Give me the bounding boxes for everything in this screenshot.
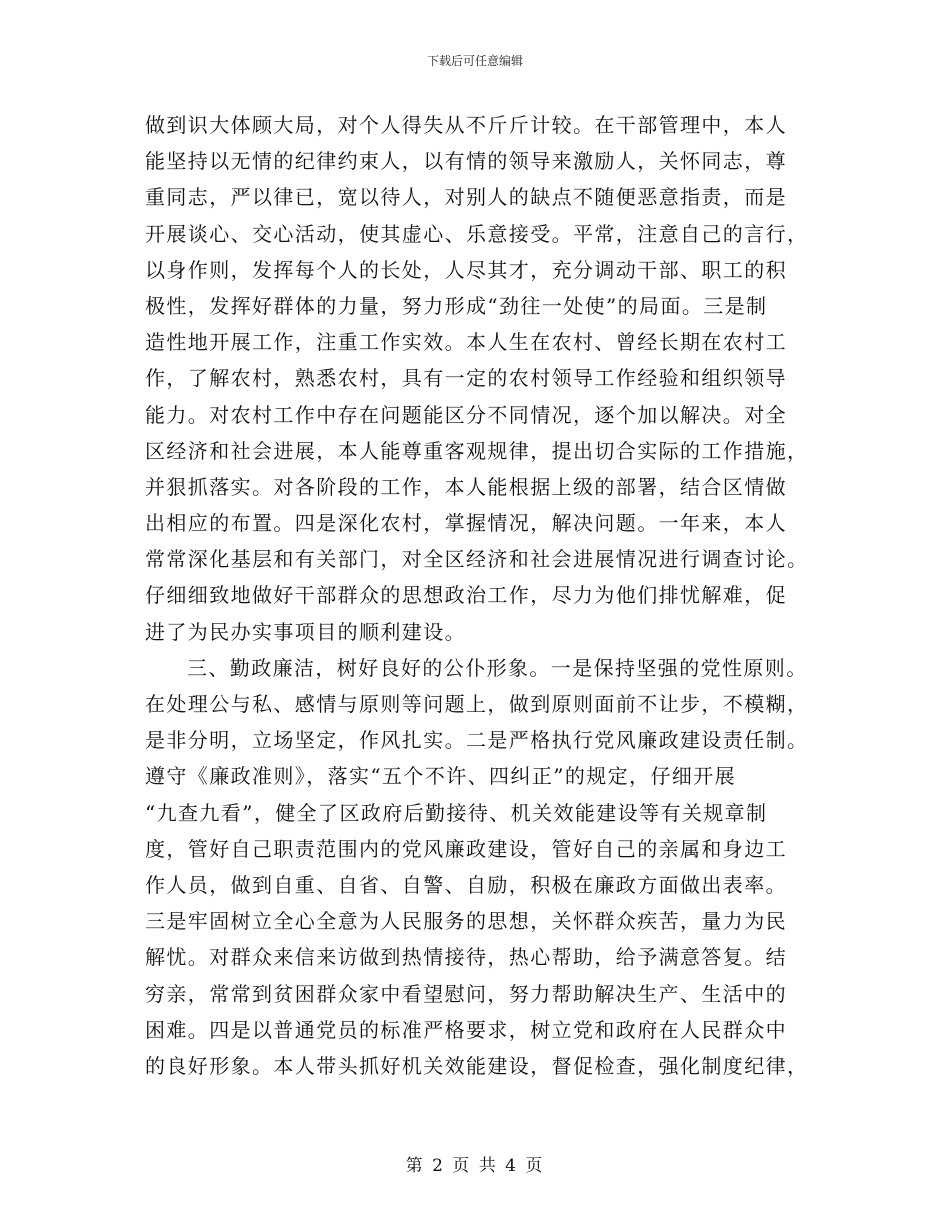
text-line: 困难。四是以普通党员的标准严格要求，树立党和政府在人民群众中 [145,1017,787,1042]
text-line: 重同志，严以律已，宽以待人，对别人的缺点不随便恶意指责，而是 [145,185,787,210]
text-line: 解忧。对群众来信来访做到热情接待，热心帮助，给予满意答复。结 [145,945,787,970]
text-line: 并狠抓落实。对各阶段的工作，本人能根据上级的部署，结合区情做 [145,474,787,499]
text-line: 开展谈心、交心活动，使其虚心、乐意接受。平常，注意自己的言行， [145,221,809,246]
text-line: 极性，发挥好群体的力量，努力形成“劲往一处使”的局面。三是制 [145,293,768,318]
text-line: 造性地开展工作，注重工作实效。本人生在农村、曾经长期在农村工 [145,330,787,355]
text-line: 区经济和社会进展，本人能尊重客观规律，提出切合实际的工作措施， [145,438,809,463]
text-line: 的良好形象。本人带头抓好机关效能建设，督促检查，强化制度纪律， [145,1053,809,1078]
text-line: 仔细细致地做好干部群众的思想政治工作，尽力为他们排忧解难，促 [145,583,787,608]
text-line: 是非分明，立场坚定，作风扎实。二是严格执行党风廉政建设责任制。 [145,728,809,753]
text-line: 做到识大体顾大局，对个人得失从不斤斤计较。在干部管理中，本人 [145,113,787,137]
text-line: 遵守《廉政准则》，落实“五个不许、四纠正”的规定，仔细开展 [145,764,737,789]
text-line: 能坚持以无情的纪律约束人，以有情的领导来激励人，关怀同志，尊 [145,149,787,174]
text-line: 能力。对农村工作中存在问题能区分不同情况，逐个加以解决。对全 [145,402,787,427]
text-line: 三是牢固树立全心全意为人民服务的思想，关怀群众疾苦，量力为民 [145,909,787,934]
page-number: 第 2 页 共 4 页 [405,1156,545,1176]
text-line: 出相应的布置。四是深化农村，掌握情况，解决问题。一年来，本人 [145,511,787,536]
text-line: 进了为民办实事项目的顺利建设。 [145,619,466,644]
text-line: 以身作则，发挥每个人的长处，人尽其才，充分调动干部、职工的积 [145,257,787,282]
text-line: 度，管好自己职责范围内的党风廉政建设，管好自己的亲属和身边工 [145,836,787,861]
text-line: “九查九看”，健全了区政府后勤接待、机关效能建设等有关规章制 [145,800,768,825]
text-line: 穷亲，常常到贫困群众家中看望慰问，努力帮助解决生产、生活中的 [145,981,787,1006]
text-line: 常常深化基层和有关部门，对全区经济和社会进展情况进行调查讨论。 [145,547,809,572]
document-body [145,107,809,1084]
text-line: 作人员，做到自重、自省、自警、自励，积极在廉政方面做出表率。 [145,872,787,897]
text-line: 在处理公与私、感情与原则等问题上，做到原则面前不让步，不模糊， [145,692,809,716]
text-line: 作，了解农村，熟悉农村，具有一定的农村领导工作经验和组织领导 [145,366,787,391]
paragraph-start-line: 三、勤政廉洁，树好良好的公仆形象。一是保持坚强的党性原则。 [187,655,808,680]
page-header: 下载后可任意编辑 [426,54,523,68]
